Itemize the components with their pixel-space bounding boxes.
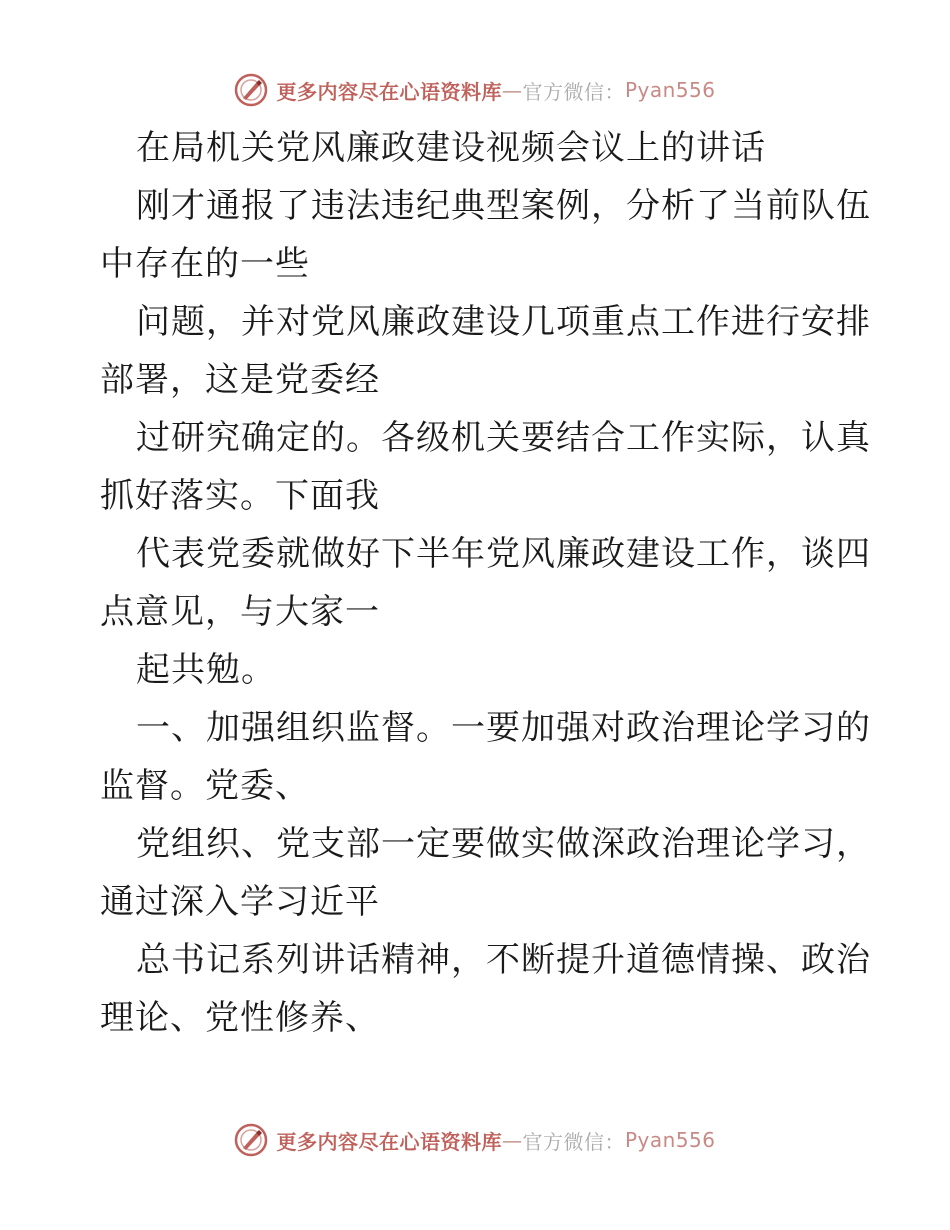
- pen-logo-icon: [234, 1123, 268, 1157]
- paragraph-line: 刚才通报了违法违纪典型案例，分析了当前队伍: [136, 186, 871, 226]
- paragraph-line: 部署，这是党委经: [100, 360, 380, 400]
- watermark-contact-id: Pyan556: [624, 78, 716, 102]
- header-watermark: [0, 70, 950, 110]
- watermark-brand: 更多内容尽在心语资料库: [276, 1129, 502, 1154]
- section-heading-line: 一、加强组织监督。一要加强对政治理论学习的: [136, 708, 871, 748]
- footer-watermark: [0, 1120, 950, 1160]
- paragraph-line: 起共勉。: [136, 650, 276, 690]
- paragraph-line: 理论、党性修养、: [100, 998, 380, 1038]
- paragraph-line: 总书记系列讲话精神，不断提升道德情操、政治: [136, 940, 871, 980]
- paragraph-line: 通过深入学习近平: [100, 882, 380, 922]
- watermark-contact-id: Pyan556: [624, 1128, 716, 1152]
- watermark-brand: 更多内容尽在心语资料库: [276, 79, 502, 104]
- document-title: 在局机关党风廉政建设视频会议上的讲话: [136, 128, 766, 168]
- paragraph-line: 党组织、党支部一定要做实做深政治理论学习，: [136, 824, 871, 864]
- paragraph-line: 代表党委就做好下半年党风廉政建设工作，谈四: [136, 534, 871, 574]
- paragraph-line: 监督。党委、: [100, 766, 310, 806]
- watermark-contact-label: 官方微信：: [522, 79, 625, 104]
- watermark-contact-label: 官方微信：: [522, 1129, 625, 1154]
- watermark-separator: —: [501, 78, 523, 102]
- watermark-separator: —: [501, 1128, 523, 1152]
- pen-logo-icon: [234, 73, 268, 107]
- paragraph-line: 过研究确定的。各级机关要结合工作实际，认真: [136, 418, 871, 458]
- paragraph-line: 问题，并对党风廉政建设几项重点工作进行安排: [136, 302, 871, 342]
- paragraph-line: 抓好落实。下面我: [100, 476, 380, 516]
- paragraph-line: 中存在的一些: [100, 244, 310, 284]
- paragraph-line: 点意见，与大家一: [100, 592, 380, 632]
